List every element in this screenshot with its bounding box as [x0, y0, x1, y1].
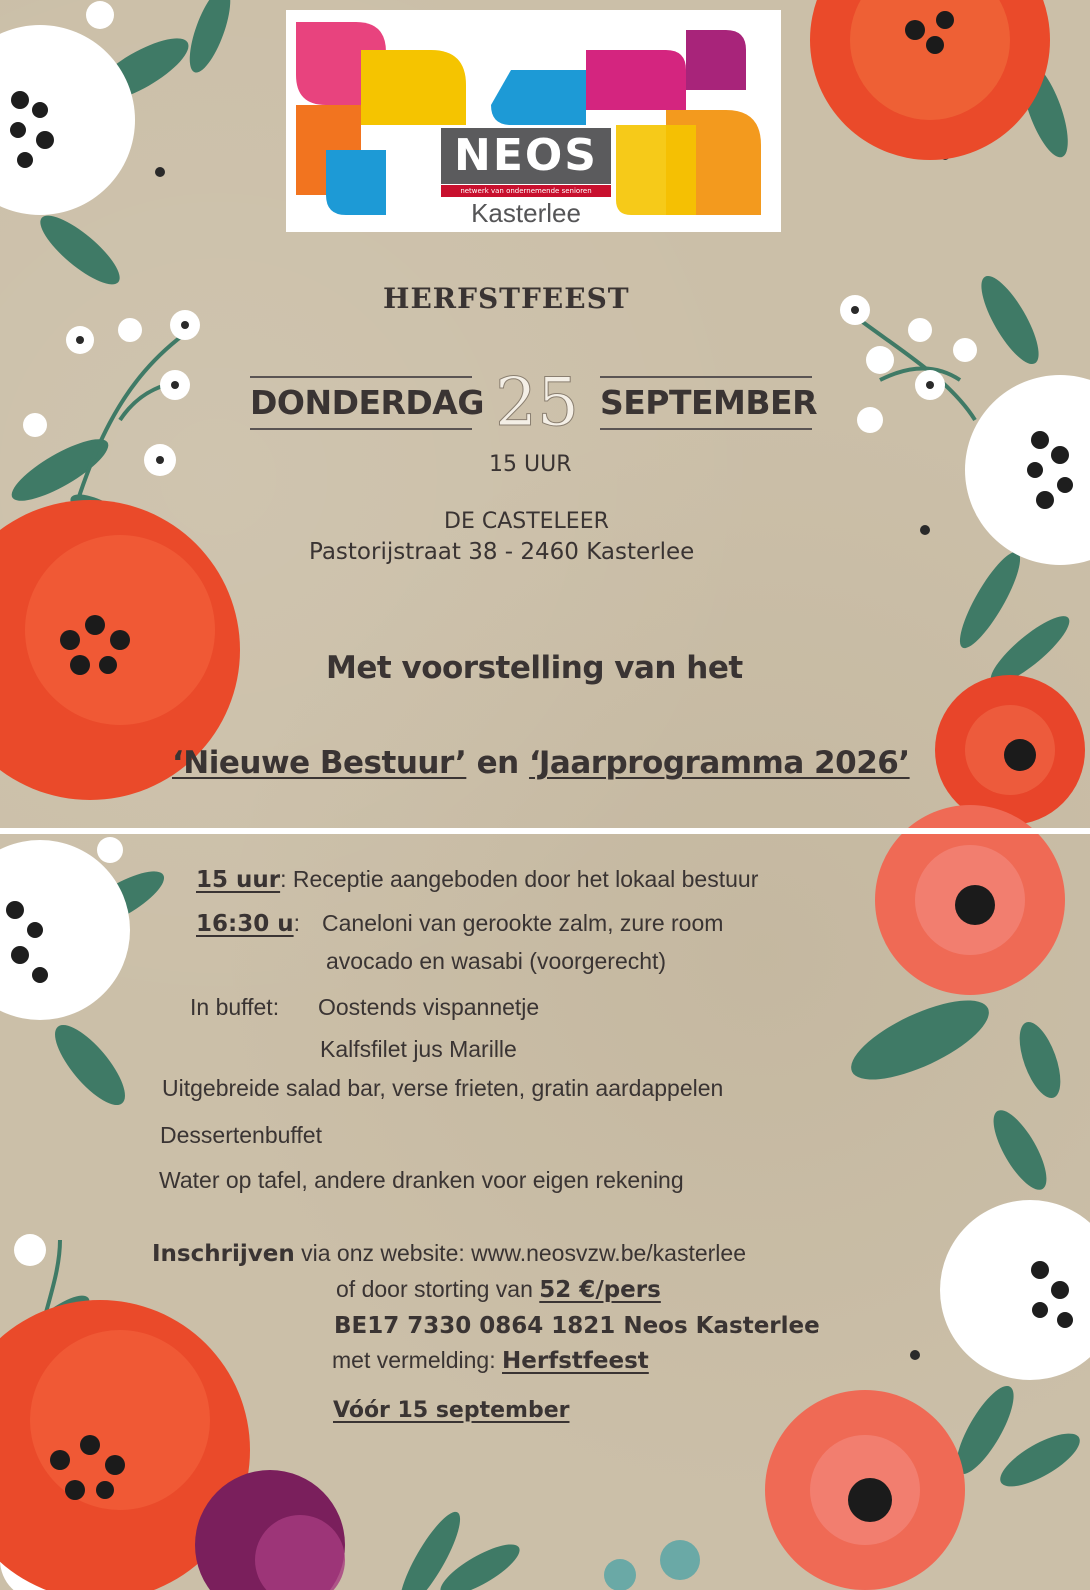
registration-label: Inschrijven — [152, 1241, 295, 1267]
registration-mention-value: Herfstfeest — [502, 1348, 649, 1374]
presentation-connector: en — [466, 745, 530, 781]
event-day: 25 — [495, 364, 579, 441]
program-text-2b: avocado en wasabi (voorgerecht) — [326, 948, 667, 974]
event-venue: DE CASTELEER — [444, 509, 609, 534]
buffet-label: In buffet: — [190, 994, 280, 1020]
program-drinks: Water op tafel, andere dranken voor eigen rekening — [159, 1167, 684, 1193]
program-salad: Uitgebreide salad bar, verse frieten, gratin aardappelen — [162, 1075, 724, 1101]
registration-mention: met vermelding: — [332, 1347, 503, 1373]
program-line-1 — [196, 866, 758, 893]
registration-account: BE17 7330 0864 1821 Neos Kasterlee — [334, 1313, 820, 1339]
program-colon-2: : — [293, 910, 300, 936]
month-rule-top — [600, 376, 812, 378]
logo-place: Kasterlee — [471, 198, 581, 228]
registration-line-2 — [336, 1276, 661, 1303]
logo-tagline: netwerk van ondernemende senioren — [441, 185, 611, 197]
registration-price: 52 €/pers — [539, 1277, 661, 1303]
presentation-line — [172, 745, 910, 781]
weekday-rule-top — [250, 376, 472, 378]
program-time-2: 16:30 u — [196, 911, 294, 937]
registration-deadline: Vóór 15 september — [333, 1398, 570, 1423]
program-time-1: 15 uur — [196, 867, 281, 893]
neos-logo — [286, 10, 781, 232]
program-dessert: Dessertenbuffet — [160, 1122, 322, 1148]
logo-wordmark: NEOS — [441, 128, 611, 184]
weekday-rule-bottom — [250, 428, 472, 430]
event-address: Pastorijstraat 38 - 2460 Kasterlee — [309, 539, 695, 565]
program-text-1: : Receptie aangeboden door het lokaal bestuur — [280, 866, 759, 892]
buffet-item-1: Oostends vispannetje — [318, 994, 540, 1020]
month-rule-bottom — [600, 428, 812, 430]
presentation-board: ‘Nieuwe Bestuur’ — [172, 745, 467, 781]
event-month: SEPTEMBER — [600, 383, 817, 422]
presentation-intro: Met voorstelling van het — [326, 650, 743, 686]
event-title: HERFSTFEEST — [383, 282, 630, 315]
program-line-2 — [196, 910, 300, 937]
program-text-2a: Caneloni van gerookte zalm, zure room — [322, 910, 724, 936]
event-time: 15 UUR — [489, 452, 572, 477]
registration-or: of door storting van — [336, 1276, 540, 1302]
registration-line-4 — [332, 1347, 649, 1374]
presentation-program: ‘Jaarprogramma 2026’ — [529, 745, 910, 781]
section-divider — [0, 828, 1090, 834]
registration-website[interactable]: via onz website: www.neosvzw.be/kasterlee — [294, 1240, 746, 1266]
event-weekday: DONDERDAG — [250, 383, 484, 422]
buffet-item-2: Kalfsfilet jus Marille — [320, 1036, 517, 1062]
registration-line-1 — [152, 1240, 746, 1267]
